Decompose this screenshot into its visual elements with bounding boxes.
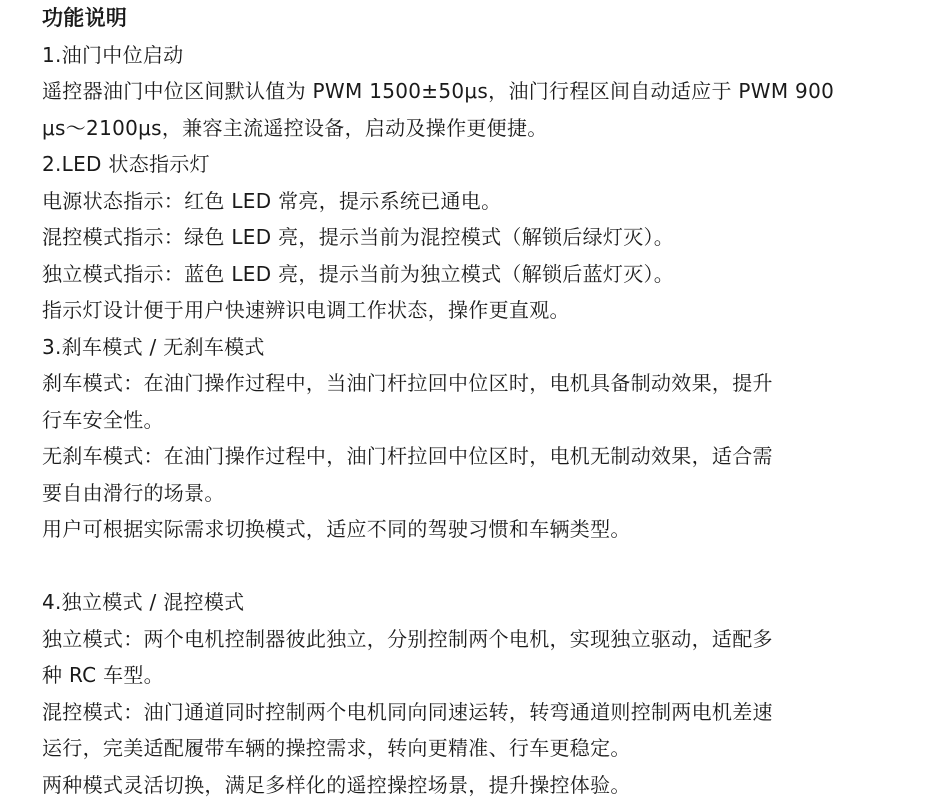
section-heading-throttle-neutral-start: 1.油门中位启动 [42, 42, 184, 67]
section-heading-independent-mixed-mode: 4.独立模式 / 混控模式 [42, 590, 245, 614]
document-title: 功能说明 [42, 6, 128, 30]
paragraph-line: 用户可根据实际需求切换模式，适应不同的驾驶习惯和车辆类型。 [42, 517, 631, 541]
paragraph-line: 两种模式灵活切换，满足多样化的遥控操控场景，提升操控体验。 [42, 772, 631, 797]
paragraph-line: μs～2100μs，兼容主流遥控设备，启动及操作更便捷。 [42, 115, 548, 140]
paragraph-line: 混控模式指示：绿色 LED 亮，提示当前为混控模式（解锁后绿灯灭）。 [42, 225, 675, 249]
paragraph-line: 刹车模式：在油门操作过程中，当油门杆拉回中位区时，电机具备制动效果，提升 [42, 371, 773, 395]
paragraph-line: 种 RC 车型。 [42, 663, 164, 687]
paragraph-line: 无刹车模式：在油门操作过程中，油门杆拉回中位区时，电机无制动效果，适合需 [42, 444, 773, 468]
paragraph-line: 行车安全性。 [42, 407, 164, 432]
paragraph-line: 电源状态指示：红色 LED 常亮，提示系统已通电。 [42, 188, 502, 213]
paragraph-line: 要自由滑行的场景。 [42, 480, 225, 505]
paragraph-line: 遥控器油门中位区间默认值为 PWM 1500±50μs，油门行程区间自动适应于 PWM 900 [42, 79, 835, 103]
paragraph-line: 指示灯设计便于用户快速辨识电调工作状态，操作更直观。 [42, 298, 570, 322]
paragraph-line: 独立模式指示：蓝色 LED 亮，提示当前为独立模式（解锁后蓝灯灭）。 [42, 261, 675, 286]
section-heading-brake-mode: 3.刹车模式 / 无刹车模式 [42, 334, 265, 359]
document [42, 0, 922, 803]
section-heading-led-indicator: 2.LED 状态指示灯 [42, 152, 210, 176]
paragraph-line: 混控模式：油门通道同时控制两个电机同向同速运转，转弯通道则控制两电机差速 [42, 699, 773, 724]
paragraph-line: 运行，完美适配履带车辆的操控需求，转向更精准、行车更稳定。 [42, 736, 631, 760]
blank-line [42, 548, 922, 585]
paragraph-line: 独立模式：两个电机控制器彼此独立，分别控制两个电机，实现独立驱动，适配多 [42, 626, 773, 651]
